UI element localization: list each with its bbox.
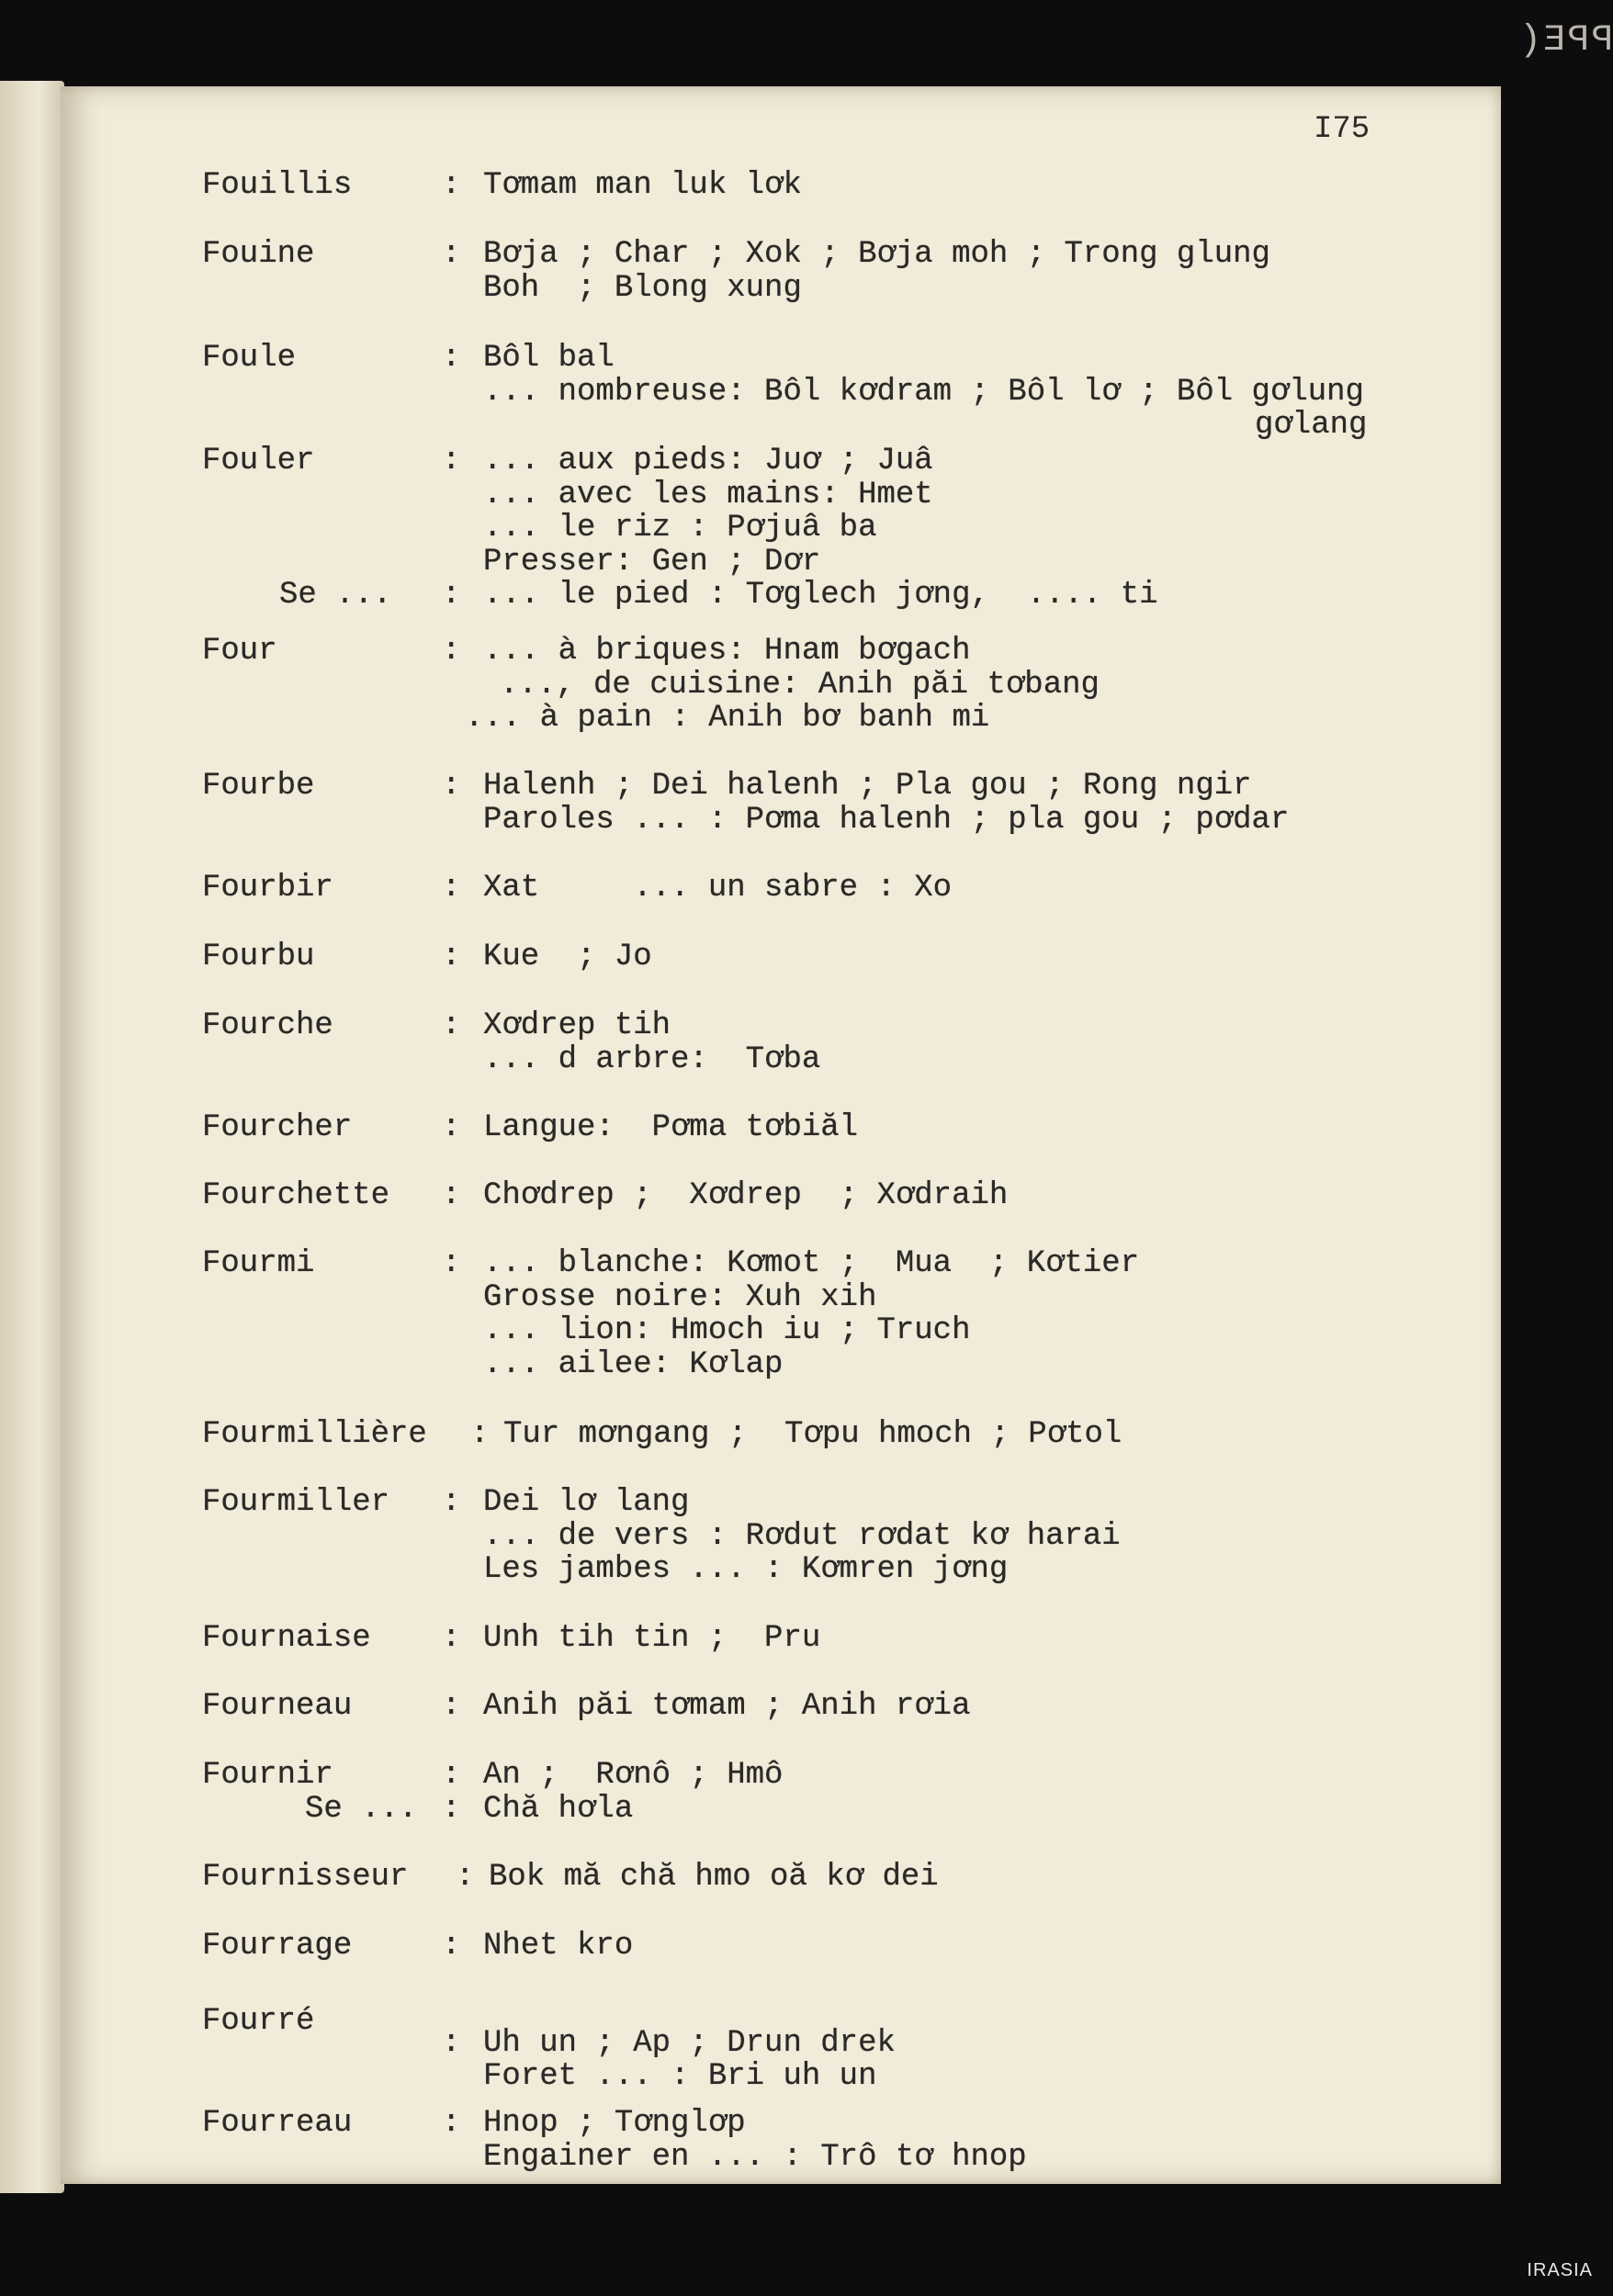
headword: Fourbe <box>202 769 315 804</box>
headword: Fourbu <box>202 940 315 974</box>
definition-line: Uh un ; Ap ; Drun drek <box>483 2025 896 2061</box>
definition-line: Dei lơ lang <box>483 1485 690 1520</box>
headword: Fourmillière <box>202 1417 427 1452</box>
entry: Fouler : ... aux pieds: Juơ ; Juâ ... avec les mains: Hmet ... le riz : Pơjuâ ba Presser: Gen ; Dơr Se ... : ... le pied : Tơglech jơng, .... ti <box>202 444 1158 613</box>
sub-headword: Se ... <box>279 578 392 613</box>
definition-line: Bơja ; Char ; Xok ; Bơja moh ; Trong glung <box>483 237 1270 272</box>
entry: Fourmiller : Dei lơ lang ... de vers : Rơdut rơdat kơ harai Les jambes ... : Kơmren jơng <box>202 1485 1121 1587</box>
entry: Fourcher : Langue: Pơma tơbiăl <box>202 1110 859 1145</box>
definition-line: ... de vers : Rơdut rơdat kơ harai <box>483 1518 1121 1554</box>
page-number: I75 <box>1314 112 1370 147</box>
definition-line: ... avec les mains: Hmet <box>483 477 933 512</box>
definition-line: ... blanche: Kơmot ; Mua ; Kơtier <box>483 1246 1140 1281</box>
definition-line: Anih păi tơmam ; Anih rơia <box>483 1689 971 1724</box>
headword: Foule <box>202 341 297 376</box>
definition-line: Xat ... un sabre : Xo <box>483 871 953 906</box>
headword: Fourcher <box>202 1110 353 1145</box>
entry: Fournir : An ; Rơnô ; Hmô Se ... : Chă hơla <box>202 1758 784 1827</box>
headword: Fourchette <box>202 1178 390 1213</box>
headword: Fournisseur <box>202 1860 409 1895</box>
headword: Fourrage <box>202 1929 353 1964</box>
entry: Fouillis : Tơmam man luk lơk <box>202 168 802 203</box>
definition-line: Boh ; Blong xung <box>483 270 802 306</box>
definition-line: Tơmam man luk lơk <box>483 168 802 203</box>
definition-line: Hnop ; Tơnglơp <box>483 2106 746 2141</box>
headword: Fouillis <box>202 168 353 203</box>
definition-line: ... lion: Hmoch iu ; Truch <box>483 1313 971 1348</box>
headword: Fournir <box>202 1758 333 1793</box>
definition-line: Langue: Pơma tơbiăl <box>483 1110 859 1145</box>
headword: Fourreau <box>202 2106 353 2141</box>
document-page <box>61 86 1501 2184</box>
entry: Fourchette : Chơdrep ; Xơdrep ; Xơdraih <box>202 1178 1009 1213</box>
sub-headword: Se ... <box>305 1791 418 1827</box>
headword: Fourré <box>202 2004 315 2039</box>
entry: Foule : Bôl bal ... nombreuse: Bôl kơdram ; Bôl lơ ; Bôl gơlung gơlang <box>202 341 1368 443</box>
definition-line: Tur mơngang ; Tơpu hmoch ; Pơtol <box>503 1417 1122 1452</box>
definition-line: Presser: Gen ; Dơr <box>483 544 821 580</box>
entry: Fournaise : Unh tih tin ; Pru <box>202 1621 821 1656</box>
definition-line: ... aux pieds: Juơ ; Juâ <box>483 444 933 478</box>
headword: Fourmi <box>202 1246 315 1281</box>
definition-line: ... à pain : Anih bơ banh mi <box>465 701 990 736</box>
entry: Fourmi : ... blanche: Kơmot ; Mua ; Kơtier Grosse noire: Xuh xih ... lion: Hmoch iu ; Truch ... ailee: Kơlap <box>202 1246 1140 1382</box>
definition-line: Foret ... : Bri uh un <box>483 2059 877 2094</box>
definition-line: Nhet kro <box>483 1929 634 1964</box>
definition-line: Halenh ; Dei halenh ; Pla gou ; Rong ngir <box>483 769 1252 804</box>
headword: Fouine <box>202 237 315 272</box>
definition-line: Chă hơla <box>483 1791 634 1827</box>
definition-line: Grosse noire: Xuh xih <box>483 1279 877 1315</box>
entry: Fouine : Bơja ; Char ; Xok ; Bơja moh ; Trong glung Boh ; Blong xung <box>202 237 1270 306</box>
definition-line: ... le riz : Pơjuâ ba <box>483 511 877 546</box>
definition-line: Paroles ... : Pơma halenh ; pla gou ; pơdar <box>483 802 1290 838</box>
headword: Fourmiller <box>202 1485 390 1520</box>
definition-line: Xơdrep tih <box>483 1008 671 1043</box>
definition-line: Unh tih tin ; Pru <box>483 1621 821 1656</box>
definition-line: Les jambes ... : Kơmren jơng <box>483 1552 1009 1587</box>
definition-line: ..., de cuisine: Anih păi tơbang <box>500 667 1100 703</box>
entry: Fourneau : Anih păi tơmam ; Anih rơia <box>202 1689 971 1724</box>
definition-line: Bok mă chă hmo oă kơ dei <box>489 1860 939 1895</box>
headword: Fouler <box>202 444 315 478</box>
headword: Four <box>202 634 277 669</box>
headword: Fourneau <box>202 1689 353 1724</box>
page-edge-mark: PPE( <box>1517 20 1613 62</box>
entry: Fourreau : Hnop ; Tơnglơp Engainer en ... : Trô tơ hnop <box>202 2106 1027 2175</box>
watermark: IRASIA <box>1527 2260 1593 2280</box>
definition-line: Engainer en ... : Trô tơ hnop <box>483 2139 1027 2175</box>
definition-line: ... nombreuse: Bôl kơdram ; Bôl lơ ; Bôl gơlung <box>483 374 1364 410</box>
definition-line: ... d arbre: Tơba <box>483 1041 821 1077</box>
headword: Fournaise <box>202 1621 371 1656</box>
definition-line: ... à briques: Hnam bơgach <box>483 634 971 669</box>
definition-line: An ; Rơnô ; Hmô <box>483 1758 784 1793</box>
headword: Fourche <box>202 1008 333 1043</box>
entry: Four : ... à briques: Hnam bơgach ..., de cuisine: Anih păi tơbang ... à pain : Anih bơ banh mi <box>202 634 1100 736</box>
entry: Fourmillière : Tur mơngang ; Tơpu hmoch ; Pơtol <box>202 1417 1122 1452</box>
definition-line: ... le pied : Tơglech jơng, .... ti <box>483 578 1158 613</box>
entry: Fourbu : Kue ; Jo <box>202 940 652 974</box>
entry: Fourbe : Halenh ; Dei halenh ; Pla gou ; Rong ngir Paroles ... : Pơma halenh ; pla gou ; pơdar <box>202 769 1290 838</box>
entry: Fourré : Uh un ; Ap ; Drun drek Foret ... : Bri uh un <box>202 2004 896 2094</box>
entry: Fourche : Xơdrep tih ... d arbre: Tơba <box>202 1008 821 1077</box>
headword: Fourbir <box>202 871 333 906</box>
definition-line: Bôl bal <box>483 341 615 376</box>
definition-line: Chơdrep ; Xơdrep ; Xơdraih <box>483 1178 1009 1213</box>
entry: Fournisseur : Bok mă chă hmo oă kơ dei <box>202 1860 939 1895</box>
definition-line: Kue ; Jo <box>483 940 652 974</box>
definition-line: gơlang <box>1255 408 1368 443</box>
entry: Fourrage : Nhet kro <box>202 1929 634 1964</box>
entry: Fourbir : Xat ... un sabre : Xo <box>202 871 953 906</box>
dictionary-text <box>61 86 1501 2184</box>
definition-line: ... ailee: Kơlap <box>483 1346 784 1382</box>
left-page-edge <box>0 81 64 2193</box>
